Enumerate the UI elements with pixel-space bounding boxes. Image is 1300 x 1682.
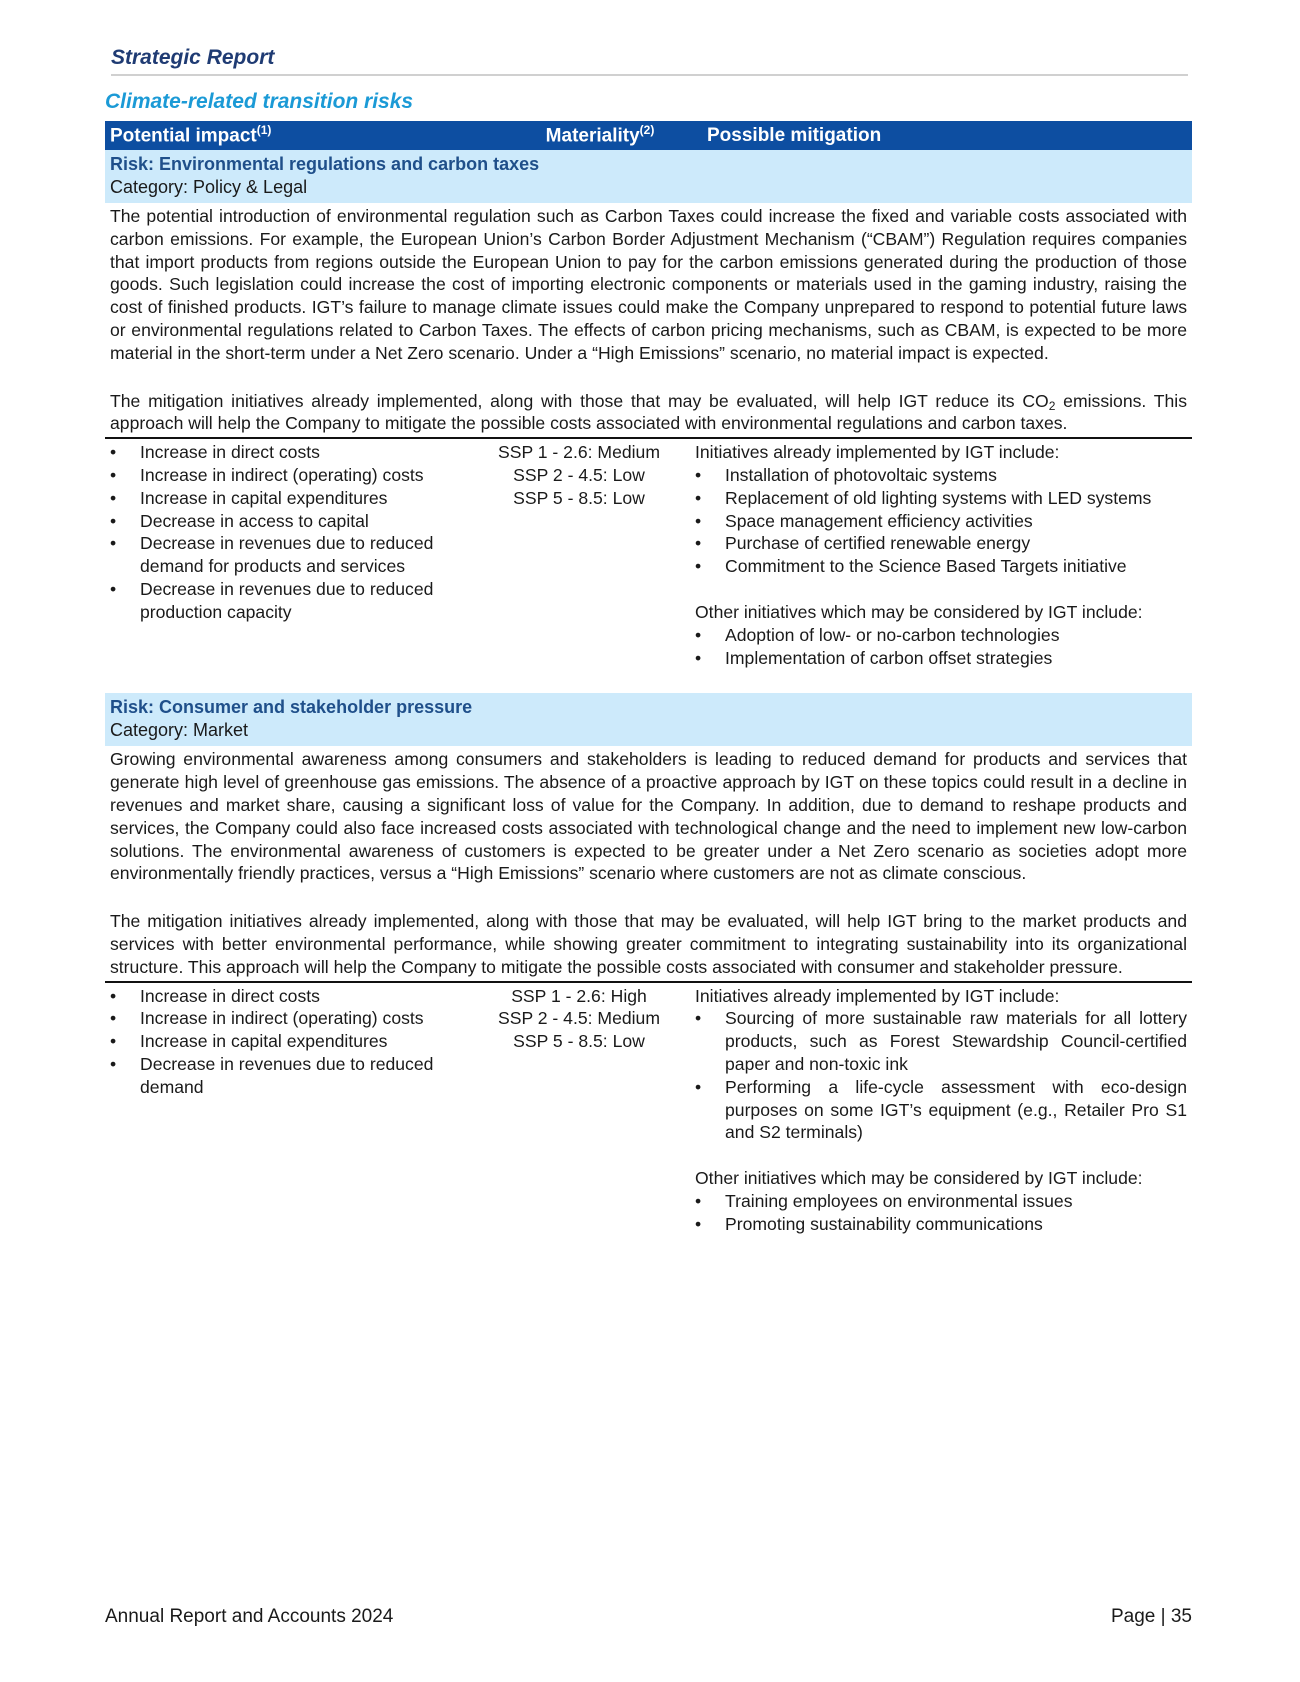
list-item: • Commitment to the Science Based Targets initiative <box>695 555 1187 578</box>
materiality-column <box>475 985 683 1236</box>
list-item: • Decrease in revenues due to reduced production capacity <box>110 578 475 624</box>
risk-mitigation-summary: The mitigation initiatives already implemented, along with those that may be evaluated, will help IGT reduce its $CO_2$ emissions. This approach will help the Company to mitigate the possible costs associated with environmental regulations and carbon taxes. <box>110 390 1187 434</box>
risk-band <box>105 150 1192 203</box>
section-title: Climate-related transition risks <box>105 90 414 113</box>
table-header-row <box>105 121 1192 150</box>
page-number: Page | 35 <box>1110 1606 1192 1627</box>
impact-column <box>105 441 475 669</box>
list-item: • Replacement of old lighting systems with LED systems <box>695 487 1187 510</box>
risk-band <box>105 693 1192 746</box>
list-item: • Purchase of certified renewable energy <box>695 532 1187 555</box>
list-item: • Promoting sustainability communications <box>695 1213 1187 1236</box>
page-header <box>111 46 1188 76</box>
risk-table <box>105 121 1192 1235</box>
header-possible-mitigation: Possible mitigation <box>707 124 882 146</box>
list-item: • Performing a life-cycle assessment with eco-design purposes on some IGT’s equipment (e.g., Retailer Pro S1 and S2 terminals) <box>695 1076 1187 1144</box>
mitigation-column <box>683 441 1192 669</box>
list-item: • Implementation of carbon offset strategies <box>695 647 1187 670</box>
list-item: • Increase in capital expenditures <box>110 1030 475 1053</box>
materiality-value: SSP 5 - 8.5: Low <box>513 1031 645 1052</box>
considered-heading: Other initiatives which may be considered by IGT include: <box>695 601 1143 622</box>
list-item: • Increase in direct costs <box>110 441 475 464</box>
materiality-column <box>475 441 683 669</box>
materiality-value: SSP 1 - 2.6: High <box>511 985 647 1006</box>
list-item: • Installation of photovoltaic systems <box>695 464 1187 487</box>
risk-title: Risk: Environmental regulations and carbon taxes <box>110 154 540 174</box>
list-item: • Increase in direct costs <box>110 985 475 1008</box>
header-potential-impact: Potential impact$^{(1)}$ <box>110 123 272 147</box>
page-footer <box>105 1606 1192 1628</box>
risk-category: Category: Market <box>110 720 249 741</box>
list-item: • Space management efficiency activities <box>695 510 1187 533</box>
risk-category: Category: Policy & Legal <box>110 177 308 197</box>
implemented-heading: Initiatives already implemented by IGT include: <box>695 442 1060 463</box>
list-item: • Decrease in revenues due to reduced demand for products and services <box>110 532 475 578</box>
header-materiality: Materiality$^{(2)}$ <box>545 123 655 147</box>
list-item: • Increase in capital expenditures <box>110 487 475 510</box>
list-item: • Adoption of low- or no-carbon technologies <box>695 624 1187 647</box>
materiality-value: SSP 5 - 8.5: Low <box>513 487 645 508</box>
list-item: • Increase in indirect (operating) costs <box>110 464 475 487</box>
materiality-value: SSP 1 - 2.6: Medium <box>497 442 660 463</box>
report-section-label: Strategic Report <box>111 46 275 69</box>
list-item: • Decrease in revenues due to reduced demand <box>110 1053 475 1099</box>
risk-detail-row <box>105 983 1192 1236</box>
risk-description: The potential introduction of environmental regulation such as Carbon Taxes could increase the fixed and variable costs associated with carbon emissions. For example, the European Union’s Carbon Border Adjustment Mechanism (“CBAM”) Regulation requires companies that import products from regions outside the European Union to pay for the carbon emissions generated during the production of those goods. Such legislation could increase the cost of importing electronic components or materials used in the gaming industry, raising the cost of finished products. IGT’s failure to manage climate issues could make the Company unprepared to respond to potential future laws or environmental regulations related to Carbon Taxes. The effects of carbon pricing mechanisms, such as CBAM, is expected to be more material in the short-term under a Net Zero scenario. Under a “High Emissions” scenario, no material impact is expected. <box>110 206 1187 363</box>
materiality-value: SSP 2 - 4.5: Medium <box>497 1008 660 1029</box>
risk-mitigation-summary: The mitigation initiatives already implemented, along with those that may be evaluated, will help IGT bring to the market products and services with better environmental performance, while showing greater commitment to integrating sustainability into its organizational structure. This approach will help the Company to mitigate the possible costs associated with consumer and stakeholder pressure. <box>110 911 1187 977</box>
considered-heading: Other initiatives which may be considered by IGT include: <box>695 1168 1143 1189</box>
risk-detail-row <box>105 439 1192 669</box>
materiality-value: SSP 2 - 4.5: Low <box>513 464 645 485</box>
footer-report-title: Annual Report and Accounts 2024 <box>105 1606 394 1627</box>
list-item: • Decrease in access to capital <box>110 510 475 533</box>
risk-description: Growing environmental awareness among consumers and stakeholders is leading to reduced demand for products and services that generate high level of greenhouse gas emissions. The absence of a proactive approach by IGT on these topics could result in a decline in revenues and market share, causing a significant loss of value for the Company. In addition, due to demand to reshape products and services, the Company could also face increased costs associated with technological change and the need to implement new low-carbon solutions. The environmental awareness of customers is expected to be greater under a Net Zero scenario as societies adopt more environmentally friendly practices, versus a “High Emissions” scenario where customers are not as climate conscious. <box>110 749 1187 884</box>
list-item: • Sourcing of more sustainable raw materials for all lottery products, such as Forest Stewardship Council-certified paper and non-toxic ink <box>695 1007 1187 1075</box>
list-item: • Training employees on environmental issues <box>695 1190 1187 1213</box>
impact-column <box>105 985 475 1236</box>
mitigation-column <box>683 985 1192 1236</box>
list-item: • Increase in indirect (operating) costs <box>110 1007 475 1030</box>
risk-title: Risk: Consumer and stakeholder pressure <box>110 697 473 718</box>
implemented-heading: Initiatives already implemented by IGT include: <box>695 985 1060 1006</box>
